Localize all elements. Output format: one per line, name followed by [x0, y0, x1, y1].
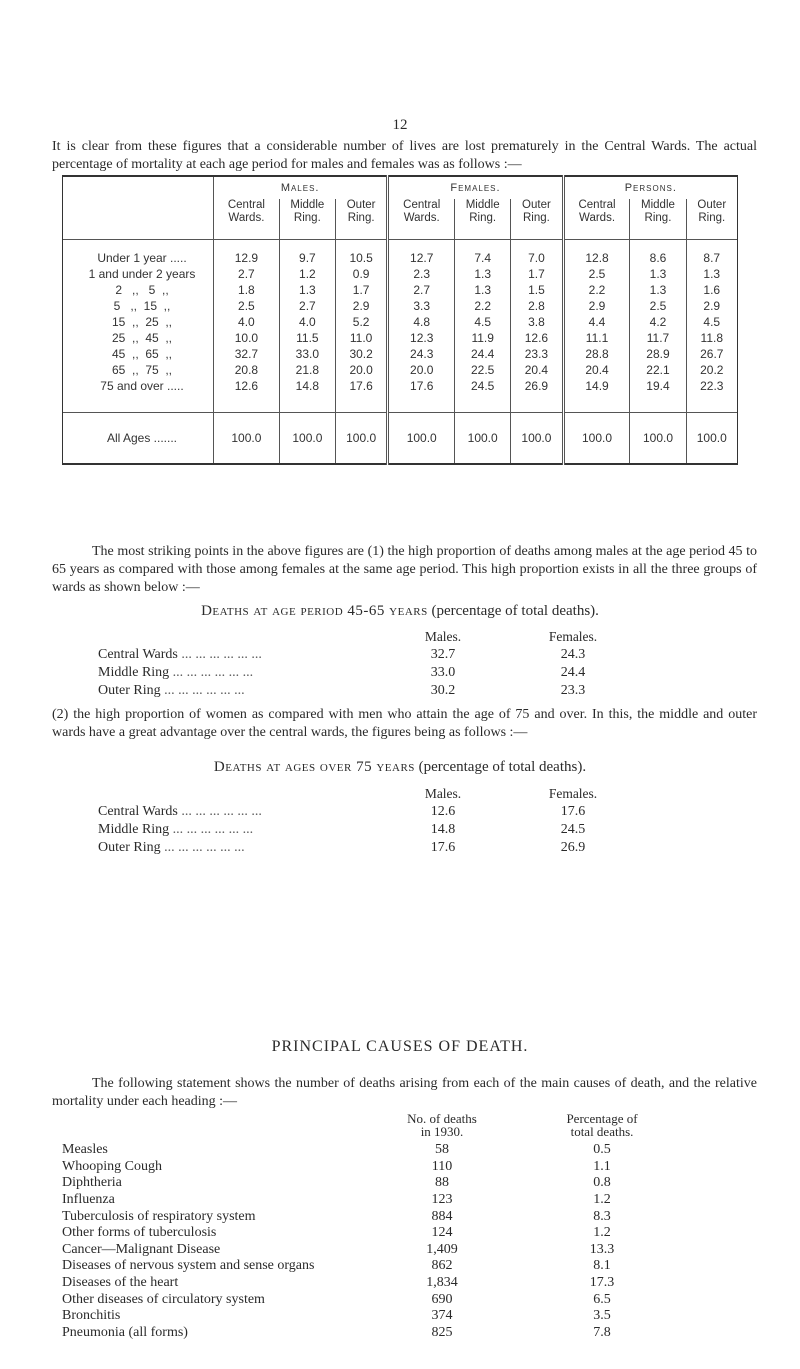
table-cell: 2.7	[388, 282, 455, 298]
females-value: 26.9	[560, 840, 586, 855]
table-cell: 4.5	[455, 314, 511, 330]
table-cell: 17.6	[388, 378, 455, 413]
row-label: 15 ,, 25 ,,	[63, 314, 214, 330]
females-value: 24.3	[560, 647, 586, 662]
table-cell: 1.7	[335, 282, 387, 298]
table-cell: 24.5	[455, 378, 511, 413]
table-cell: 3.8	[511, 314, 563, 330]
table-row	[62, 1258, 672, 1275]
table-cell: 12.8	[563, 240, 630, 267]
table-cell: 1.3	[686, 266, 737, 282]
row-label: 65 ,, 75 ,,	[63, 362, 214, 378]
table-cell: 2.7	[279, 298, 335, 314]
table-cell: 10.0	[214, 330, 280, 346]
table-row	[63, 314, 738, 330]
deaths-value: 58	[435, 1142, 449, 1158]
col-header: Central Wards.	[214, 199, 280, 240]
table-cell: 8.6	[630, 240, 686, 267]
percentage-value: 0.5	[593, 1142, 611, 1158]
header-row	[62, 1112, 672, 1142]
table-row	[63, 266, 738, 282]
heading-caps: Deaths at ages over 75 years	[213, 759, 415, 775]
females-value: 24.5	[560, 822, 586, 837]
table-cell: 4.8	[388, 314, 455, 330]
row-label: Middle Ring	[98, 822, 170, 837]
cause-name: Tuberculosis of respiratory system	[62, 1208, 256, 1224]
table-cell: 12.7	[388, 240, 455, 267]
cause-rows	[62, 1142, 672, 1341]
table-cell: 20.8	[214, 362, 280, 378]
table-cell: 24.3	[388, 346, 455, 362]
deaths-value: 123	[431, 1192, 453, 1208]
table-row	[62, 1325, 672, 1342]
page-number: 12	[392, 117, 408, 133]
table-cell: 100.0	[388, 413, 455, 465]
row-label: 5 ,, 15 ,,	[63, 298, 214, 314]
col-deaths: No. of deaths in 1930.	[407, 1111, 477, 1139]
table-cell: 1.3	[455, 282, 511, 298]
table-row	[62, 1225, 672, 1242]
group-males: Males.	[214, 176, 388, 199]
table-cell: 4.4	[563, 314, 630, 330]
table-row	[62, 1291, 672, 1308]
group-persons: Persons.	[563, 176, 737, 199]
table-cell: 22.1	[630, 362, 686, 378]
header-row	[98, 785, 658, 803]
principal-causes-intro: The following statement shows the number of deaths arising from each of the main causes of death, and the relative mortality under each heading :—	[52, 1076, 757, 1109]
table-cell: 22.5	[455, 362, 511, 378]
row-label: Outer Ring	[98, 683, 161, 698]
table-cell: 26.7	[686, 346, 737, 362]
table-row	[98, 839, 658, 857]
table-cell: 12.6	[511, 330, 563, 346]
row-label: 25 ,, 45 ,,	[63, 330, 214, 346]
table-cell: 12.3	[388, 330, 455, 346]
table-row	[62, 1159, 672, 1176]
table-cell: 2.2	[563, 282, 630, 298]
leader-dots: ... ... ... ... ... ...	[181, 804, 262, 819]
table-row	[63, 282, 738, 298]
col-header: Outer Ring.	[335, 199, 387, 240]
table-cell: 12.6	[214, 378, 280, 413]
heading-rest: (percentage of total deaths).	[431, 603, 599, 619]
table-cell: 2.5	[214, 298, 280, 314]
table-row	[98, 803, 658, 821]
row-label: 2 ,, 5 ,,	[63, 282, 214, 298]
heading-caps: Deaths at age period 45-65 years	[201, 603, 428, 619]
table-cell: 2.3	[388, 266, 455, 282]
table-row	[62, 1208, 672, 1225]
males-value: 14.8	[430, 822, 456, 837]
table-row	[98, 682, 658, 700]
col-females: Females.	[548, 786, 598, 801]
table-cell: 11.9	[455, 330, 511, 346]
table-cell: 28.9	[630, 346, 686, 362]
table-cell: 20.2	[686, 362, 737, 378]
table-cell: 8.7	[686, 240, 737, 267]
table-cell: 20.0	[335, 362, 387, 378]
cause-name: Diphtheria	[62, 1175, 122, 1191]
row-label: All Ages .......	[63, 413, 214, 465]
deaths-over-75-heading	[0, 759, 800, 776]
deaths-value: 1,409	[426, 1241, 458, 1257]
table-cell: 7.0	[511, 240, 563, 267]
deaths-45-65-table	[98, 628, 658, 700]
leader-dots: ... ... ... ... ... ...	[172, 665, 254, 680]
all-ages-section	[63, 413, 738, 465]
col-header: Central Wards.	[388, 199, 455, 240]
table-cell: 2.5	[563, 266, 630, 282]
males-value: 32.7	[430, 647, 456, 662]
row-label: 75 and over .....	[63, 378, 214, 413]
row-label: Middle Ring	[98, 665, 170, 680]
table-cell: 17.6	[335, 378, 387, 413]
table-cell: 9.7	[279, 240, 335, 267]
deaths-value: 374	[431, 1308, 453, 1324]
table-cell: 100.0	[686, 413, 737, 465]
cause-name: Measles	[62, 1142, 108, 1158]
deaths-over-75-table	[98, 785, 658, 857]
table-cell: 1.2	[279, 266, 335, 282]
header-row	[98, 628, 658, 646]
percentage-value: 8.3	[593, 1208, 611, 1224]
col-percentage: Percentage of total deaths.	[566, 1111, 638, 1139]
deaths-value: 110	[431, 1158, 453, 1174]
all-ages-row	[63, 413, 738, 465]
cause-name: Other diseases of circulatory system	[62, 1291, 265, 1307]
table-cell: 2.7	[214, 266, 280, 282]
table-cell: 19.4	[630, 378, 686, 413]
table-cell: 23.3	[511, 346, 563, 362]
table-cell: 2.5	[630, 298, 686, 314]
cause-name: Diseases of nervous system and sense organs	[62, 1258, 315, 1274]
point-two-paragraph: (2) the high proportion of women as compared with men who attain the age of 75 and over. In this, the middle and outer wards have a great advantage over the central wards, the figures being as follows :—	[52, 707, 757, 740]
principal-causes-title: PRINCIPAL CAUSES OF DEATH.	[271, 1038, 529, 1055]
table-cell: 33.0	[279, 346, 335, 362]
table-row	[63, 240, 738, 267]
males-value: 12.6	[430, 804, 456, 819]
table-cell: 100.0	[279, 413, 335, 465]
table-row	[98, 646, 658, 664]
table-cell: 14.9	[563, 378, 630, 413]
row-label: Central Wards	[98, 647, 178, 662]
table-row	[63, 298, 738, 314]
table-cell: 1.3	[279, 282, 335, 298]
table-row	[63, 330, 738, 346]
table-cell: 30.2	[335, 346, 387, 362]
table-cell: 7.4	[455, 240, 511, 267]
table-row	[63, 378, 738, 413]
leader-dots: ... ... ... ... ... ...	[172, 822, 254, 837]
cause-name: Diseases of the heart	[62, 1275, 179, 1291]
males-value: 17.6	[430, 840, 456, 855]
percentage-value: 0.8	[593, 1175, 611, 1191]
table-row	[98, 664, 658, 682]
cause-name: Other forms of tuberculosis	[62, 1225, 217, 1241]
table-cell: 1.5	[511, 282, 563, 298]
table-cell: 0.9	[335, 266, 387, 282]
col-females: Females.	[548, 629, 598, 644]
rows	[98, 803, 658, 857]
table-row	[98, 821, 658, 839]
deaths-value: 825	[431, 1324, 453, 1340]
row-label: 1 and under 2 years	[63, 266, 214, 282]
percentage-value: 13.3	[589, 1241, 615, 1257]
deaths-value: 862	[431, 1258, 453, 1274]
col-header: Outer Ring.	[511, 199, 563, 240]
percentage-value: 17.3	[589, 1275, 615, 1291]
striking-points-paragraph: The most striking points in the above figures are (1) the high proportion of deaths among males at the age period 45 to 65 years as compared with those among females at the same age period. This high proportion exists in all the three groups of wards as shown below :—	[52, 544, 757, 595]
males-value: 30.2	[430, 683, 456, 698]
subheader-row	[63, 199, 738, 240]
table-cell: 1.3	[455, 266, 511, 282]
table-cell: 1.8	[214, 282, 280, 298]
table-cell: 2.8	[511, 298, 563, 314]
table-cell: 1.6	[686, 282, 737, 298]
table-row	[63, 362, 738, 378]
table-cell: 11.7	[630, 330, 686, 346]
table-cell: 100.0	[511, 413, 563, 465]
deaths-value: 690	[431, 1291, 453, 1307]
table-cell: 20.0	[388, 362, 455, 378]
cause-name: Pneumonia (all forms)	[62, 1324, 188, 1340]
table-cell: 1.3	[630, 266, 686, 282]
table-row	[62, 1175, 672, 1192]
row-label: Under 1 year .....	[63, 240, 214, 267]
table-cell: 20.4	[563, 362, 630, 378]
percentage-value: 1.2	[593, 1225, 611, 1241]
table-cell: 3.3	[388, 298, 455, 314]
table-cell: 2.2	[455, 298, 511, 314]
col-males: Males.	[424, 629, 462, 644]
group-header-row	[63, 176, 738, 199]
table-cell: 4.5	[686, 314, 737, 330]
table-cell: 4.2	[630, 314, 686, 330]
leader-dots: ... ... ... ... ... ...	[164, 683, 245, 698]
table-cell: 100.0	[214, 413, 280, 465]
rows	[98, 646, 658, 700]
females-value: 23.3	[560, 683, 586, 698]
table-cell: 100.0	[563, 413, 630, 465]
table-cell: 11.0	[335, 330, 387, 346]
table-cell: 12.9	[214, 240, 280, 267]
cause-name: Cancer—Malignant Disease	[62, 1241, 221, 1257]
table-row	[62, 1242, 672, 1259]
leader-dots: ... ... ... ... ... ...	[181, 647, 262, 662]
table-row	[63, 346, 738, 362]
table-cell: 22.3	[686, 378, 737, 413]
males-value: 33.0	[430, 665, 456, 680]
table-cell: 1.3	[630, 282, 686, 298]
deaths-value: 124	[431, 1225, 453, 1241]
percentage-value: 1.2	[593, 1192, 611, 1208]
heading-rest: (percentage of total deaths).	[418, 759, 587, 775]
table-row	[62, 1308, 672, 1325]
table-cell: 5.2	[335, 314, 387, 330]
percentage-value: 7.8	[593, 1324, 611, 1340]
table-cell: 11.1	[563, 330, 630, 346]
table-cell: 2.9	[335, 298, 387, 314]
row-label: Outer Ring	[98, 840, 161, 855]
table-row	[62, 1142, 672, 1159]
col-header: Central Wards.	[563, 199, 630, 240]
table-cell: 10.5	[335, 240, 387, 267]
percentage-value: 6.5	[593, 1291, 611, 1307]
females-value: 17.6	[560, 804, 586, 819]
table-cell: 4.0	[279, 314, 335, 330]
table-cell: 2.9	[686, 298, 737, 314]
percentage-value: 8.1	[593, 1258, 611, 1274]
table-cell: 100.0	[455, 413, 511, 465]
mortality-age-table	[62, 175, 738, 465]
principal-causes-table	[62, 1112, 672, 1341]
deaths-value: 1,834	[426, 1275, 458, 1291]
age-rows	[63, 240, 738, 413]
row-label: 45 ,, 65 ,,	[63, 346, 214, 362]
col-header: Middle Ring.	[279, 199, 335, 240]
table-cell: 100.0	[335, 413, 387, 465]
table-row	[62, 1192, 672, 1209]
cause-name: Influenza	[62, 1192, 115, 1208]
table-cell: 11.5	[279, 330, 335, 346]
deaths-45-65-heading	[0, 603, 800, 620]
table-cell: 14.8	[279, 378, 335, 413]
table-cell: 4.0	[214, 314, 280, 330]
percentage-value: 1.1	[593, 1158, 611, 1174]
table-cell: 21.8	[279, 362, 335, 378]
table-row	[62, 1275, 672, 1292]
table-cell: 28.8	[563, 346, 630, 362]
cause-name: Bronchitis	[62, 1308, 121, 1324]
table-cell: 2.9	[563, 298, 630, 314]
group-females: Females.	[388, 176, 563, 199]
table-cell: 26.9	[511, 378, 563, 413]
col-header: Outer Ring.	[686, 199, 737, 240]
table-cell: 20.4	[511, 362, 563, 378]
deaths-value: 88	[435, 1175, 449, 1191]
row-label: Central Wards	[98, 804, 178, 819]
col-header: Middle Ring.	[455, 199, 511, 240]
percentage-value: 3.5	[593, 1308, 611, 1324]
table-cell: 11.8	[686, 330, 737, 346]
leader-dots: ... ... ... ... ... ...	[164, 840, 245, 855]
females-value: 24.4	[560, 665, 586, 680]
intro-paragraph: It is clear from these figures that a considerable number of lives are lost prematurely in the Central Wards. The actual percentage of mortality at each age period for males and females was as follows :—	[52, 139, 757, 172]
table-cell: 24.4	[455, 346, 511, 362]
table-cell: 32.7	[214, 346, 280, 362]
table-cell: 100.0	[630, 413, 686, 465]
cause-name: Whooping Cough	[62, 1158, 162, 1174]
table-cell: 1.7	[511, 266, 563, 282]
col-header: Middle Ring.	[630, 199, 686, 240]
deaths-value: 884	[431, 1208, 453, 1224]
col-males: Males.	[424, 786, 462, 801]
